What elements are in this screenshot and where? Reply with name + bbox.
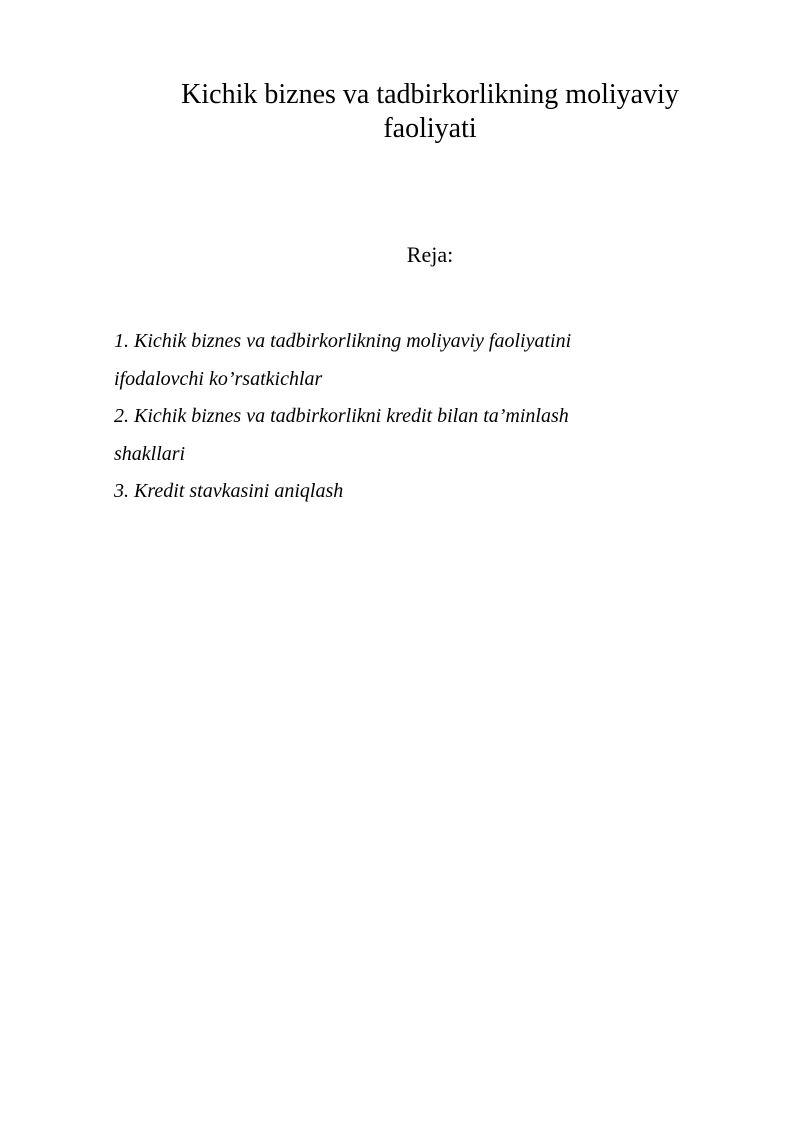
plan-item-line: shakllari (114, 442, 186, 465)
plan-heading: Reja: (406, 242, 454, 267)
plan-item-line: 3. Kredit stavkasini aniqlash (114, 480, 344, 502)
plan-item (114, 398, 674, 473)
title-line: faoliyati (383, 113, 477, 144)
plan-item (114, 323, 674, 398)
plan-item-line: ifodalovchi ko’rsatkichlar (114, 367, 323, 390)
plan-item-line: 1. Kichik biznes va tadbirkorlikning moliyaviy faoliyatini (114, 330, 572, 352)
title-line: Kichik biznes va tadbirkorlikning moliyaviy (181, 79, 679, 110)
plan-item-line: 2. Kichik biznes va tadbirkorlikni kredit bilan ta’minlash (114, 405, 569, 427)
document-title (140, 78, 720, 146)
plan-list (114, 323, 674, 511)
plan-item (114, 473, 674, 511)
